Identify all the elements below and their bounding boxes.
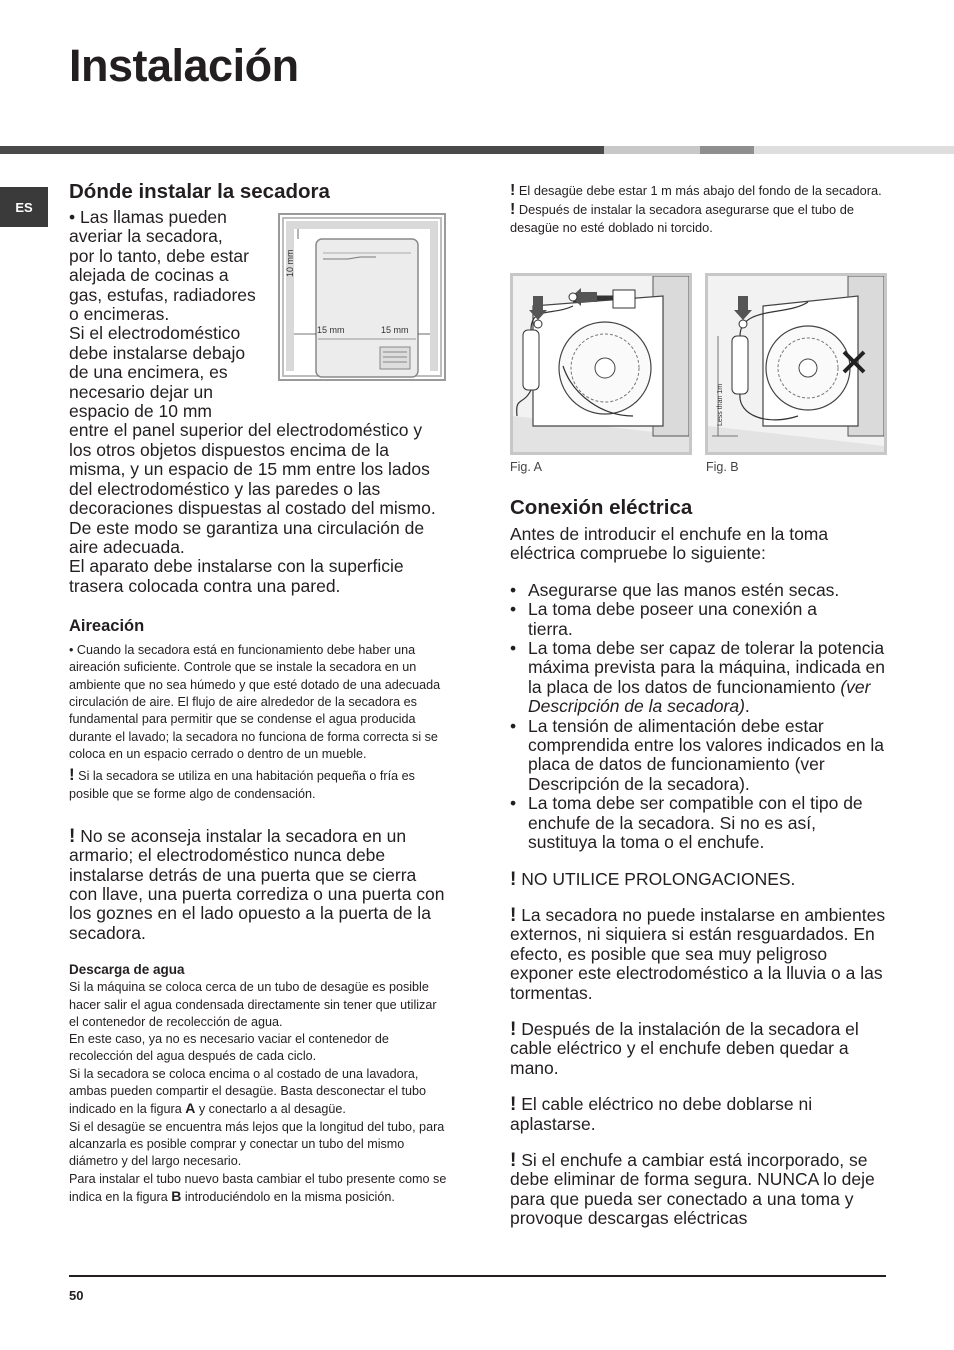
electric-checklist (510, 581, 890, 853)
figure-b (705, 273, 887, 455)
warning-mark: ! (510, 201, 516, 219)
list-item: • La toma debe ser capaz de tolerar la potencia máxima prevista para la máquina, indicada en la placa de los datos de funcionamiento (ver Descripción de la secadora). (510, 639, 890, 717)
figure-b-svg (708, 276, 884, 452)
figure-a (510, 273, 692, 455)
warning-prolongaciones: ! NO UTILICE PROLONGACIONES. (510, 868, 796, 890)
list-item: • La toma debe ser compatible con el tipo de enchufe de la secadora. Si no es así, sustituya la toma o el enchufe. (510, 794, 888, 852)
warning-mark: ! (510, 904, 517, 926)
figure-b-label: Fig. B (706, 460, 739, 474)
electric-intro: Antes de introducir el enchufe en la toma eléctrica compruebe lo siguiente: (510, 524, 829, 564)
warning-mark: ! (69, 765, 75, 785)
warning-enchufe: ! Si el enchufe a cambiar está incorporado, se debe eliminar de forma segura. NUNCA lo deje para que pueda ser conectado a una toma y provoque descargas eléctricas (510, 1149, 875, 1229)
figure-a-svg (513, 276, 689, 452)
intro-rest-2: El aparato debe instalarse con la superficie trasera colocada contra una pared. (69, 556, 404, 596)
left-gap-label: 15 mm (317, 325, 345, 335)
warning-mark: ! (510, 1018, 517, 1040)
aireacion-text: • Cuando la secadora está en funcionamiento debe haber una aireación suficiente. Controle que se instale la secadora en un ambiente que no sea húmedo y que esté dotado de una adecuada circulación de aire. El flujo de aire alrededor de la secadora es fundamental para permitir que se condense el agua producida durante el lavado; la secadora no funciona de forma correcta si se coloca en un espacio cerrado o dentro de un mueble. (69, 643, 441, 761)
header-bar-dark (0, 146, 604, 154)
clearance-diagram (278, 213, 446, 381)
header-bar-mid (700, 146, 754, 154)
list-item: • La toma debe poseer una conexión a tierra. (510, 600, 848, 639)
right-column-electric (510, 496, 890, 1229)
header-bar-light (604, 146, 700, 154)
right-gap-label: 15 mm (381, 325, 409, 335)
clearance-diagram-svg (278, 213, 446, 381)
intro-rest: entre el panel superior del electrodoméstico y los otros objetos dispuestos encima de la misma, y un espacio de 15 mm entre los lados del electrodoméstico y las paredes o las decoraciones dispuestas al costado del mismo. De este modo se garantiza una circulación de aire adecuada. (69, 420, 436, 557)
section-heading-electric: Conexión eléctrica (510, 496, 693, 519)
warning-tubo: ! Después de instalar la secadora asegurarse que el tubo de desagüe no esté doblado ni torcido. (510, 201, 854, 235)
intro-lines: • Las llamas pueden averiar la secadora, por lo tanto, debe estar alejada de cocinas a gas, estufas, radiadores o encimeras. Si el electrodoméstico debe instalarse debajo de una encimera, es necesario dejar un espacio de 10 mm (69, 207, 256, 422)
descarga-text: Si la máquina se coloca cerca de un tubo de desagüe es posible hacer salir el agua condensada directamente sin tener que utilizar el contenedor de recolección de agua. En este caso, ya no es necesario vaciar el contenedor de recolección del agua después de cada ciclo. Si la secadora se coloca encima o al costado de una lavadora, ambas pueden compartir el desagüe. Basta desconectar el tubo indicado en la figura A y conectarlo a al desagüe. Si el desagüe se encuentra más lejos que la longitud del tubo, para alcanzarla es posible comprar y conectar un tubo del mismo diámetro y del largo necesario. Para instalar el tubo nuevo basta cambiar el tubo presente como se indica en la figura B introduciéndolo en la misma posición. (69, 980, 447, 1204)
section-heading-where: Dónde instalar la secadora (69, 180, 330, 203)
descarga-heading: Descarga de agua (69, 962, 185, 978)
aireacion-heading: Aireación (69, 617, 145, 636)
header-bar-lighter (754, 146, 954, 154)
warning-mark: ! (510, 1094, 517, 1116)
warning-desague-1m: ! El desagüe debe estar 1 m más abajo del fondo de la secadora. (510, 182, 882, 199)
page-number: 50 (69, 1288, 84, 1303)
footer-rule (69, 1275, 886, 1277)
armario-warning: ! No se aconseja instalar la secadora en un armario; el electrodoméstico nunca debe instalarse detrás de una puerta que se cierra con llave, una puerta corrediza o una puerta con los goznes en el lado opuesto a la puerta de la secadora. (69, 825, 445, 943)
warning-mark: ! (69, 825, 76, 847)
page-title: Instalación (69, 40, 299, 91)
list-item: • La tensión de alimentación debe estar comprendida entre los valores indicados en la placa de datos de funcionamiento (ver Descripción de la secadora). (510, 717, 890, 795)
warning-mark: ! (510, 182, 516, 199)
warning-externos: ! La secadora no puede instalarse en ambientes externos, ni siquiera si están resguardados. En efecto, es posible que sea muy peligroso exponer este electrodoméstico a la lluvia o a las tormentas. (510, 904, 886, 1003)
figure-a-label: Fig. A (510, 460, 542, 474)
warning-cable-mano: ! Después de la instalación de la secadora el cable eléctrico y el enchufe deben quedar a mano. (510, 1018, 859, 1078)
top-gap-label: 10 mm (285, 249, 295, 277)
list-item: • Asegurarse que las manos estén secas. (510, 581, 890, 600)
language-tab: ES (0, 187, 48, 227)
right-column-top (510, 182, 886, 236)
warning-mark: ! (510, 1149, 517, 1171)
warning-mark: ! (510, 868, 517, 890)
figure-b-measure-label: Less than 1m (717, 383, 724, 426)
warning-cable-doblar: ! El cable eléctrico no debe doblarse ni aplastarse. (510, 1094, 813, 1134)
aireacion-warning: ! Si la secadora se utiliza en una habitación pequeña o fría es posible que se forme algo de condensación. (69, 765, 415, 801)
